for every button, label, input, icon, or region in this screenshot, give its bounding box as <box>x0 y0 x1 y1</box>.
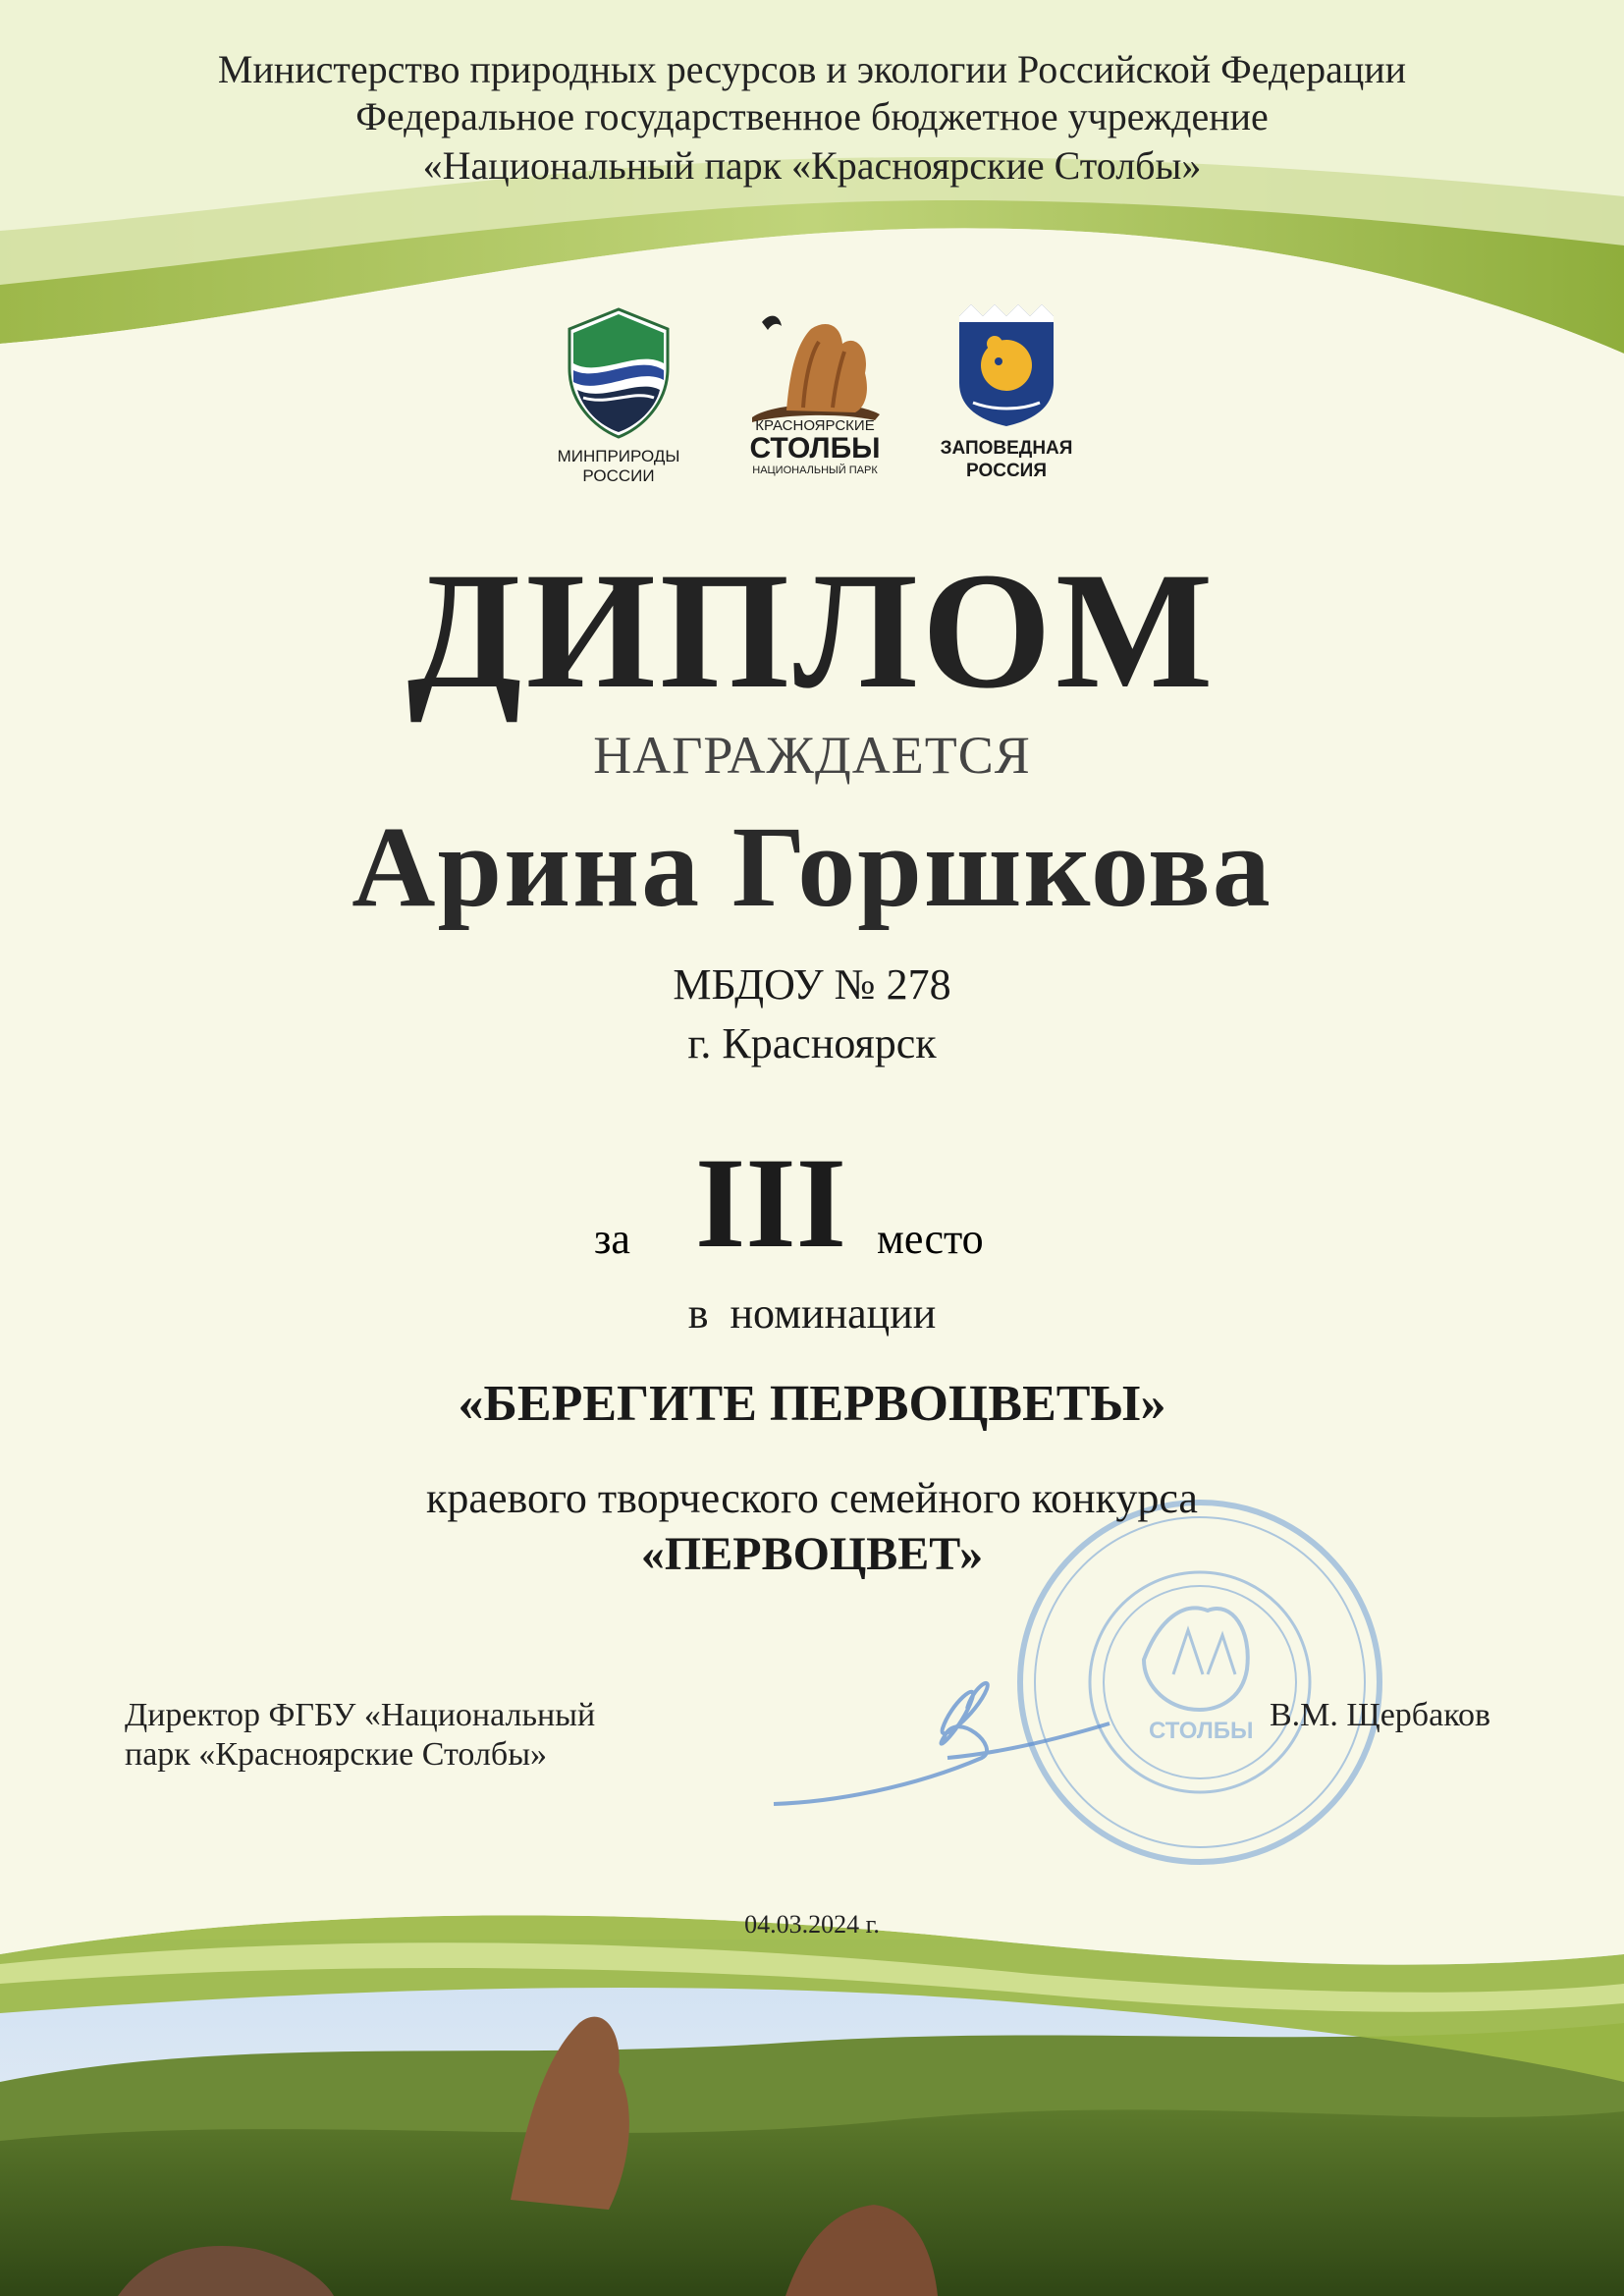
zapovednaya-logo-label-line2: РОССИЯ <box>966 461 1047 481</box>
place-number: III <box>694 1130 847 1275</box>
place-prefix: за <box>594 1215 630 1263</box>
recipient-name: Арина Горшкова <box>352 802 1272 931</box>
stolby-logo-label-line3: НАЦИОНАЛЬНЫЙ ПАРК <box>752 465 878 476</box>
ministry-logo-label <box>530 447 707 486</box>
diploma-title: ДИПЛОМ <box>406 538 1218 723</box>
stolby-logo-label <box>717 418 913 477</box>
signature-scribble <box>774 1683 1110 1804</box>
contest-name: «ПЕРВОЦВЕТ» <box>640 1528 984 1580</box>
zapovednaya-logo-label <box>918 437 1095 482</box>
signatory-position-line2: парк «Красноярские Столбы» <box>125 1736 548 1773</box>
awarded-label: НАГРАЖДАЕТСЯ <box>593 726 1031 785</box>
signatory-position-line1: Директор ФГБУ «Национальный <box>125 1697 596 1733</box>
issue-date: 04.03.2024 г. <box>744 1910 880 1939</box>
zapovednaya-logo-label-line1: ЗАПОВЕДНАЯ <box>940 438 1073 459</box>
ministry-name: Министерство природных ресурсов и экологии Российской Федерации <box>217 47 1407 91</box>
signatory-position <box>125 1696 595 1775</box>
bear-emblem-icon <box>959 304 1054 426</box>
stolby-rock-icon <box>752 316 880 422</box>
nomination-prefix: в номинации <box>687 1289 937 1338</box>
svg-text:СТОЛБЫ: СТОЛБЫ <box>1149 1718 1254 1744</box>
contest-description: краевого творческого семейного конкурса <box>426 1474 1198 1522</box>
stolby-logo-label-line2: СТОЛБЫ <box>749 432 881 465</box>
place-word: место <box>877 1215 984 1263</box>
ministry-emblem-icon <box>569 309 668 437</box>
signatory-name: В.М. Щербаков <box>1270 1697 1491 1733</box>
ministry-logo-label-line1: МИНПРИРОДЫ <box>557 447 680 465</box>
nomination-title: «БЕРЕГИТЕ ПЕРВОЦВЕТЫ» <box>458 1376 1166 1432</box>
park-name: «Национальный парк «Красноярские Столбы» <box>422 143 1202 188</box>
stolby-logo-label-line1: КРАСНОЯРСКИЕ <box>755 417 875 434</box>
institution-type: Федеральное государственное бюджетное учреждение <box>355 94 1269 138</box>
recipient-institution: МБДОУ № 278 <box>673 960 951 1009</box>
recipient-city: г. Красноярск <box>687 1019 937 1067</box>
ministry-logo-label-line2: РОССИИ <box>582 466 655 485</box>
